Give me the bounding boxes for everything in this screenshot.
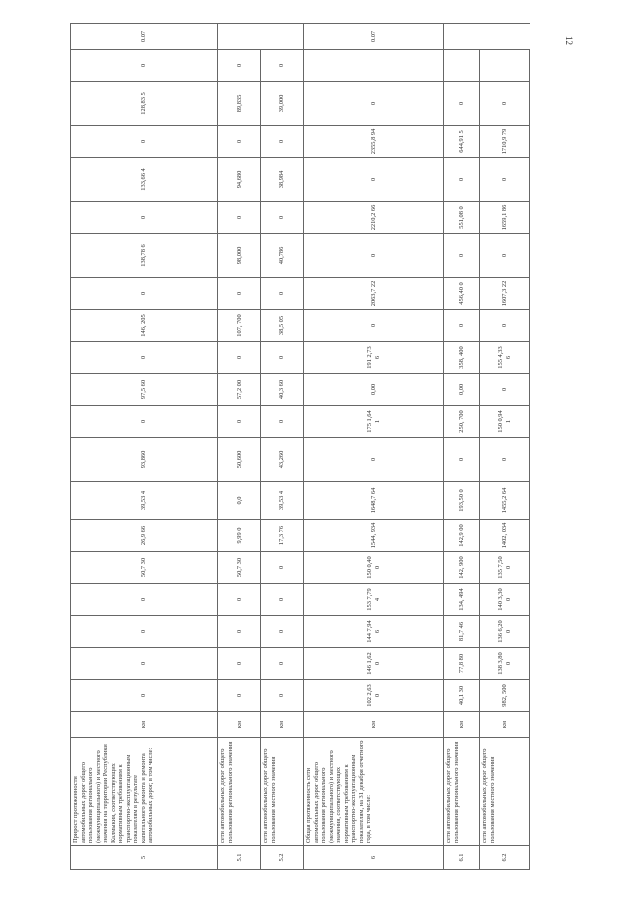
value-cell: 0 (444, 310, 480, 342)
value-cell: 0 (218, 50, 261, 82)
value-cell: 140 3,30 0 (480, 584, 530, 616)
value-cell: 39,53 4 (261, 482, 304, 520)
value-cell: 191 2,73 6 (304, 342, 444, 374)
table-row (71, 24, 218, 870)
value-cell: 358, 400 (444, 342, 480, 374)
value-cell: 77,8 80 (444, 648, 480, 680)
value-cell: 0 (444, 158, 480, 202)
value-cell: 0 (261, 584, 304, 616)
value-cell: 40,786 (261, 234, 304, 278)
value-cell: 0 (218, 342, 261, 374)
row-number-cell: 6.2 (480, 846, 530, 870)
value-cell: 50,600 (218, 438, 261, 482)
description-cell: Общая протяженность сети автомобильных дорог общего пользования регионального (межмуниципального) и местного значения, соответствующих нормативным требованиям к транспортно-эксплуатационным показателям, на 31 декабря отчетного года, в том числе: (304, 738, 444, 846)
value-cell: 38,984 (261, 158, 304, 202)
unit-cell: км (444, 712, 480, 738)
table-row (218, 24, 261, 870)
value-cell: 0 (71, 648, 218, 680)
row-number-cell: 6 (304, 846, 444, 870)
page-number: 12 (564, 36, 574, 45)
value-cell: 0 (304, 158, 444, 202)
table-row (444, 24, 480, 870)
unit-cell: км (304, 712, 444, 738)
value-cell: 175 1,64 1 (304, 406, 444, 438)
value-cell: 138 3,80 0 (480, 648, 530, 680)
value-cell: 97,5 60 (71, 374, 218, 406)
value-cell: 134, 494 (444, 584, 480, 616)
extra-cell (480, 24, 530, 50)
value-cell: 0,00 (444, 374, 480, 406)
value-cell: 0 (71, 50, 218, 82)
value-cell: 0 (71, 342, 218, 374)
value-cell: 146 1,62 0 (304, 648, 444, 680)
value-cell: 0 (71, 406, 218, 438)
value-cell: 0 (218, 202, 261, 234)
value-cell: 0 (261, 202, 304, 234)
value-cell: 250, 700 (444, 406, 480, 438)
value-cell: 0 (480, 374, 530, 406)
extra-cell (444, 24, 480, 50)
value-cell: 551,08 0 (444, 202, 480, 234)
value-cell: 0 (444, 438, 480, 482)
value-cell: 17,3 76 (261, 520, 304, 552)
value-cell: 982, 500 (480, 680, 530, 712)
value-cell: 144 7,94 6 (304, 616, 444, 648)
value-cell: 0 (304, 82, 444, 126)
value-cell: 0 (71, 680, 218, 712)
value-cell: 0 (261, 648, 304, 680)
value-cell: 9,99 0 (218, 520, 261, 552)
value-cell: 39,000 (261, 82, 304, 126)
value-cell: 128,83 5 (71, 82, 218, 126)
rotated-table-container (70, 30, 530, 870)
row-number-cell: 5.2 (261, 846, 304, 870)
value-cell: 1648,7 64 (304, 482, 444, 520)
row-number-cell: 5 (71, 846, 218, 870)
value-cell: 1607,3 22 (480, 278, 530, 310)
value-cell: 26,9 66 (71, 520, 218, 552)
empty-cell (444, 50, 480, 82)
unit-cell: км (218, 712, 261, 738)
value-cell: 81,7 46 (444, 616, 480, 648)
table-row (261, 24, 304, 870)
unit-cell: км (71, 712, 218, 738)
value-cell: 150 0,94 1 (480, 406, 530, 438)
value-cell: 142, 900 (444, 552, 480, 584)
unit-cell: км (480, 712, 530, 738)
value-cell: 93,860 (71, 438, 218, 482)
value-cell: 0 (218, 584, 261, 616)
value-cell: 94,680 (218, 158, 261, 202)
value-cell: 98,000 (218, 234, 261, 278)
value-cell: 0 (71, 126, 218, 158)
table-row (304, 24, 444, 870)
value-cell: 50,7 30 (71, 552, 218, 584)
value-cell: 50,7 30 (218, 552, 261, 584)
value-cell: 0 (71, 278, 218, 310)
value-cell: 193,50 0 (444, 482, 480, 520)
value-cell: 0 (444, 82, 480, 126)
value-cell: 0,0 (218, 482, 261, 520)
extra-cell (261, 24, 304, 50)
value-cell: 0 (218, 648, 261, 680)
value-cell: 40,3 60 (261, 374, 304, 406)
description-cell: сети автомобильных дорог общего пользования местного значения (480, 738, 530, 846)
unit-cell: км (261, 712, 304, 738)
value-cell: 0 (261, 278, 304, 310)
value-cell: 0,00 (304, 374, 444, 406)
value-cell: 150 0,40 0 (304, 552, 444, 584)
value-cell: 0 (71, 616, 218, 648)
value-cell: 1402, 034 (480, 520, 530, 552)
value-cell: 0 (261, 552, 304, 584)
value-cell: 133,66 4 (71, 158, 218, 202)
value-cell: 153 7,79 4 (304, 584, 444, 616)
indicators-table (70, 23, 530, 870)
value-cell: 0 (261, 680, 304, 712)
value-cell: 456,40 0 (444, 278, 480, 310)
extra-cell: 0.07 (304, 24, 444, 50)
value-cell: 89,835 (218, 82, 261, 126)
value-cell: 0 (304, 310, 444, 342)
value-cell: 146, 205 (71, 310, 218, 342)
empty-cell (480, 50, 530, 82)
value-cell: 142,9 00 (444, 520, 480, 552)
value-cell: 0 (480, 158, 530, 202)
extra-cell (218, 24, 261, 50)
value-cell: 0 (261, 616, 304, 648)
description-cell: сети автомобильных дорог общего пользования регионального значения (218, 738, 261, 846)
value-cell: 0 (261, 50, 304, 82)
value-cell: 2355,8 94 (304, 126, 444, 158)
description-cell: сети автомобильных дорог общего пользования местного значения (261, 738, 304, 846)
description-cell: сети автомобильных дорог общего пользования регионального значения (444, 738, 480, 846)
value-cell: 38,5 05 (261, 310, 304, 342)
value-cell: 0 (261, 126, 304, 158)
value-cell: 135 7,50 0 (480, 552, 530, 584)
value-cell: 0 (304, 234, 444, 278)
empty-cell (304, 50, 444, 82)
value-cell: 0 (444, 234, 480, 278)
value-cell: 1659,1 86 (480, 202, 530, 234)
value-cell: 57,2 00 (218, 374, 261, 406)
row-number-cell: 6.1 (444, 846, 480, 870)
value-cell: 0 (304, 438, 444, 482)
value-cell: 107, 700 (218, 310, 261, 342)
value-cell: 1455,2 64 (480, 482, 530, 520)
value-cell: 0 (218, 680, 261, 712)
extra-cell: 0.07 (71, 24, 218, 50)
value-cell: 644,91 5 (444, 126, 480, 158)
value-cell: 0 (218, 616, 261, 648)
value-cell: 0 (480, 438, 530, 482)
value-cell: 2210,2 66 (304, 202, 444, 234)
value-cell: 138,78 6 (71, 234, 218, 278)
value-cell: 43,260 (261, 438, 304, 482)
value-cell: 0 (480, 234, 530, 278)
value-cell: 40,1 30 (444, 680, 480, 712)
value-cell: 0 (71, 584, 218, 616)
value-cell: 0 (218, 406, 261, 438)
value-cell: 2063,7 22 (304, 278, 444, 310)
value-cell: 0 (480, 82, 530, 126)
row-number-cell: 5.1 (218, 846, 261, 870)
value-cell: 1710,9 79 (480, 126, 530, 158)
value-cell: 0 (261, 342, 304, 374)
value-cell: 1544, 934 (304, 520, 444, 552)
value-cell: 102 2,63 0 (304, 680, 444, 712)
value-cell: 136 6,20 0 (480, 616, 530, 648)
value-cell: 0 (218, 278, 261, 310)
value-cell: 0 (218, 126, 261, 158)
table-row (480, 24, 530, 870)
value-cell: 0 (71, 202, 218, 234)
description-cell: Прирост протяженности автомобильных дорог общего пользования регионального (межмуниципального) и местного значения на территории Республики Калмыкия, соответствующих нормативным требованиям к транспортно-эксплуатационным показателям в результате капитального ремонта и ремонта автомобильных дорог, в том числе: (71, 738, 218, 846)
value-cell: 39,53 4 (71, 482, 218, 520)
value-cell: 155 4,33 6 (480, 342, 530, 374)
value-cell: 0 (261, 406, 304, 438)
value-cell: 0 (480, 310, 530, 342)
